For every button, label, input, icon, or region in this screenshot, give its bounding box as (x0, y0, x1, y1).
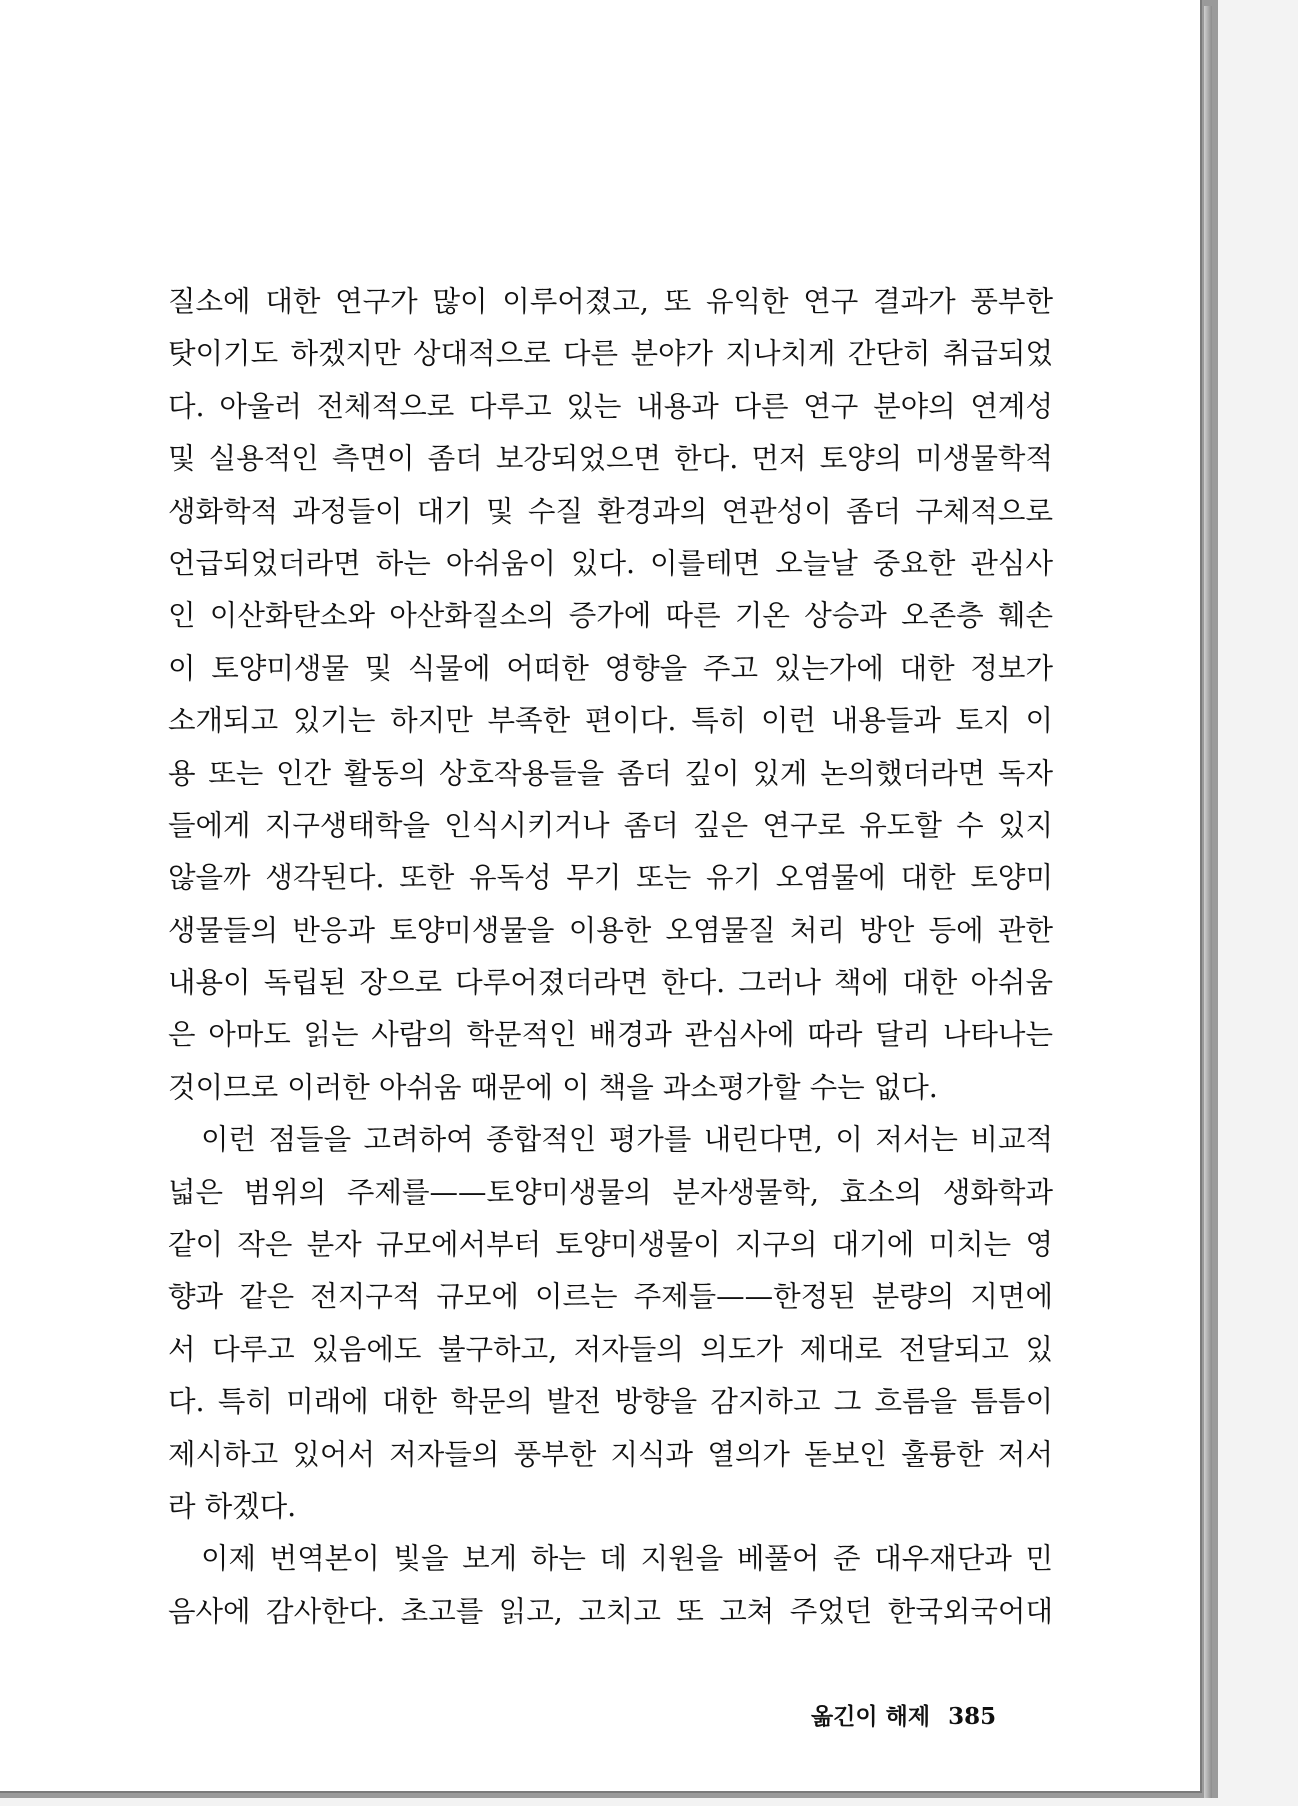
text-line: 않을까 생각된다. 또한 유독성 무기 또는 유기 오염물에 대한 토양미 (168, 861, 1053, 895)
text-line: 같이 작은 분자 규모에서부터 토양미생물이 지구의 대기에 미치는 영 (168, 1228, 1053, 1262)
page-edge (1204, 6, 1212, 1798)
text-line: 다. 특히 미래에 대한 학문의 발전 방향을 감지하고 그 흐름을 틈틈이 (168, 1385, 1053, 1419)
text-line: 서 다루고 있음에도 불구하고, 저자들의 의도가 제대로 전달되고 있 (168, 1332, 1053, 1366)
text-line: 은 아마도 읽는 사람의 학문적인 배경과 관심사에 따라 달리 나타나는 (168, 1018, 1053, 1052)
text-line: 언급되었더라면 하는 아쉬움이 있다. 이를테면 오늘날 중요한 관심사 (168, 546, 1053, 580)
text-line: 인 이산화탄소와 아산화질소의 증가에 따른 기온 상승과 오존층 훼손 (168, 599, 1053, 633)
text-line: 용 또는 인간 활동의 상호작용들을 좀더 깊이 있게 논의했더라면 독자 (168, 756, 1053, 790)
text-line: 넓은 범위의 주제를——토양미생물의 분자생물학, 효소의 생화학과 (168, 1175, 1053, 1209)
text-line: 이 토양미생물 및 식물에 어떠한 영향을 주고 있는가에 대한 정보가 (168, 651, 1053, 685)
running-title: 옮긴이 해제 (811, 1703, 931, 1730)
text-line: 들에게 지구생태학을 인식시키거나 좀더 깊은 연구로 유도할 수 있지 (168, 808, 1053, 842)
paragraph-start-line: 이런 점들을 고려하여 종합적인 평가를 내린다면, 이 저서는 비교적 (201, 1123, 1053, 1157)
page-number: 385 (948, 1703, 997, 1730)
text-line: 음사에 감사한다. 초고를 읽고, 고치고 또 고쳐 주었던 한국외국어대 (168, 1594, 1053, 1628)
text-line: 생물들의 반응과 토양미생물을 이용한 오염물질 처리 방안 등에 관한 (168, 913, 1053, 947)
page-footer (811, 1698, 996, 1731)
paragraph-start-line: 이제 번역본이 빛을 보게 하는 데 지원을 베풀어 준 대우재단과 민 (201, 1542, 1053, 1576)
text-line: 제시하고 있어서 저자들의 풍부한 지식과 열의가 돋보인 훌륭한 저서 (168, 1437, 1053, 1471)
text-line: 향과 같은 전지구적 규모에 이르는 주제들——한정된 분량의 지면에 (168, 1280, 1053, 1314)
text-line: 생화학적 과정들이 대기 및 수질 환경과의 연관성이 좀더 구체적으로 (168, 494, 1053, 528)
text-line: 다. 아울러 전체적으로 다루고 있는 내용과 다른 연구 분야의 연계성 (168, 389, 1053, 423)
body-text (168, 276, 1053, 1638)
text-line: 내용이 독립된 장으로 다루어졌더라면 한다. 그러나 책에 대한 아쉬움 (168, 966, 1053, 1000)
text-line: 질소에 대한 연구가 많이 이루어졌고, 또 유익한 연구 결과가 풍부한 (168, 285, 1053, 318)
text-line: 및 실용적인 측면이 좀더 보강되었으면 한다. 먼저 토양의 미생물학적 (168, 442, 1053, 476)
text-line: 탓이기도 하겠지만 상대적으로 다른 분야가 지나치게 간단히 취급되었 (168, 337, 1053, 371)
paragraph-end-line: 것이므로 이러한 아쉬움 때문에 이 책을 과소평가할 수는 없다. (168, 1070, 938, 1104)
paragraph-end-line: 라 하겠다. (168, 1489, 297, 1523)
text-line: 소개되고 있기는 하지만 부족한 편이다. 특히 이런 내용들과 토지 이 (168, 704, 1053, 738)
